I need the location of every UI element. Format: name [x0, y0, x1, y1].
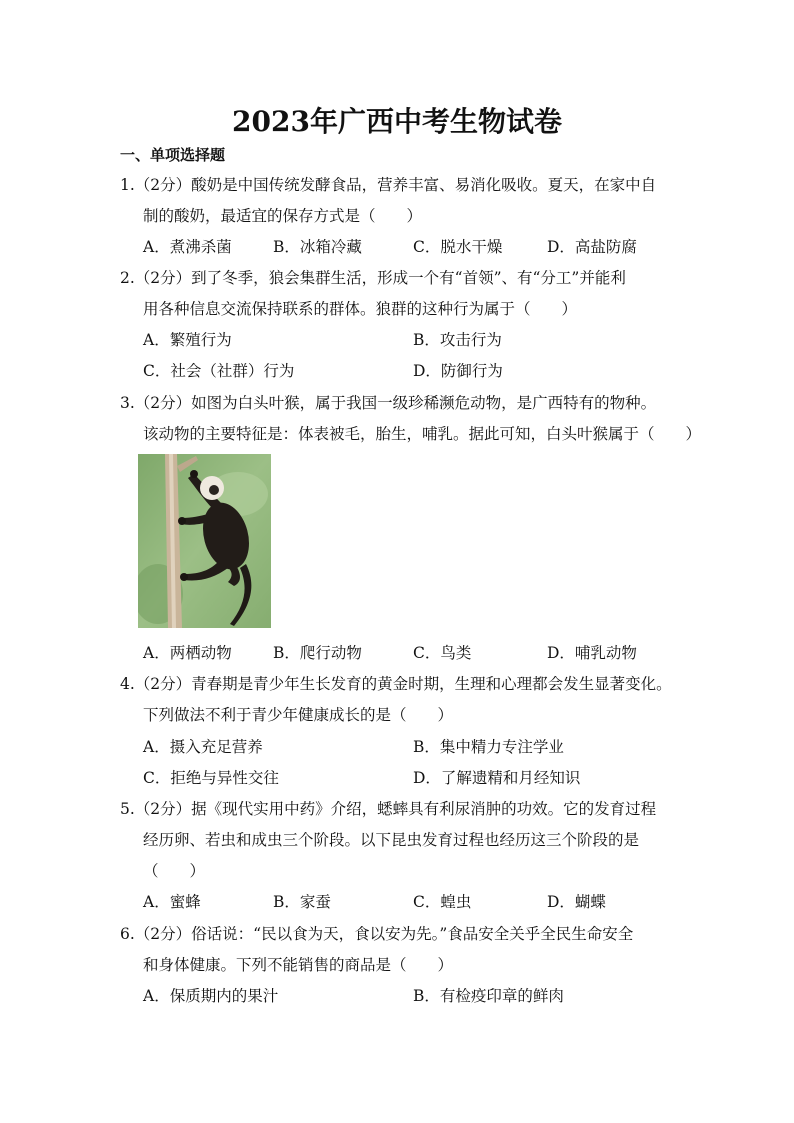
question-1-line-1: 1.（2分）酸奶是中国传统发酵食品，营养丰富、易消化吸收。夏天，在家中自	[120, 176, 657, 194]
question-4-option-a: A．摄入充足营养	[143, 738, 263, 756]
white-headed-langur-photo	[138, 454, 271, 628]
question-2-option-a: A．繁殖行为	[143, 331, 232, 349]
question-6-option-b: B．有检疫印章的鲜肉	[413, 987, 564, 1005]
question-3-option-a: A．两栖动物	[143, 644, 232, 662]
question-6-line-2: 和身体健康。下列不能销售的商品是（ ）	[143, 956, 454, 974]
question-2-option-b: B．攻击行为	[413, 331, 502, 349]
question-1-line-2: 制的酸奶，最适宜的保存方式是（ ）	[143, 207, 423, 225]
question-3-option-d: D．哺乳动物	[547, 644, 637, 662]
question-5-line-3: （ ）	[143, 862, 206, 880]
question-5-option-b: B．家蚕	[273, 893, 331, 911]
question-3-line-2: 该动物的主要特征是：体表被毛，胎生，哺乳。据此可知，白头叶猴属于（ ）	[143, 425, 702, 443]
question-1-option-c: C．脱水干燥	[413, 238, 503, 256]
question-5-line-1: 5.（2分）据《现代实用中药》介绍，蟋蟀具有利尿消肿的功效。它的发育过程	[120, 800, 657, 818]
question-2-option-c: C．社会（社群）行为	[143, 362, 295, 380]
question-1-option-d: D．高盐防腐	[547, 238, 637, 256]
question-2-option-d: D．防御行为	[413, 362, 503, 380]
langur-illustration	[138, 454, 271, 628]
question-4-option-c: C．拒绝与异性交往	[143, 769, 279, 787]
question-6-line-1: 6.（2分）俗话说：“民以食为天，食以安为先。”食品安全关乎全民生命安全	[120, 925, 634, 943]
question-5-option-c: C．蝗虫	[413, 893, 472, 911]
question-4-line-1: 4.（2分）青春期是青少年生长发育的黄金时期，生理和心理都会发生显著变化。	[120, 675, 672, 693]
question-5-line-2: 经历卵、若虫和成虫三个阶段。以下昆虫发育过程也经历这三个阶段的是	[143, 831, 640, 849]
question-3-option-c: C．鸟类	[413, 644, 472, 662]
question-4-option-d: D．了解遗精和月经知识	[413, 769, 581, 787]
question-3-line-1: 3.（2分）如图为白头叶猴，属于我国一级珍稀濒危动物，是广西特有的物种。	[120, 394, 657, 412]
question-2-line-2: 用各种信息交流保持联系的群体。狼群的这种行为属于（ ）	[143, 300, 578, 318]
section-heading: 一、单项选择题	[120, 146, 226, 164]
question-4-option-b: B．集中精力专注学业	[413, 738, 564, 756]
question-6-option-a: A．保质期内的果汁	[143, 987, 279, 1005]
question-5-option-a: A．蜜蜂	[143, 893, 201, 911]
question-3-option-b: B．爬行动物	[273, 644, 362, 662]
question-4-line-2: 下列做法不利于青少年健康成长的是（ ）	[143, 706, 454, 724]
question-1-option-b: B．冰箱冷藏	[273, 238, 362, 256]
question-2-line-1: 2.（2分）到了冬季，狼会集群生活，形成一个有“首领”、有“分工”并能利	[120, 269, 626, 287]
question-5-option-d: D．蝴蝶	[547, 893, 606, 911]
page-title: 2023年广西中考生物试卷	[232, 105, 562, 138]
question-1-option-a: A．煮沸杀菌	[143, 238, 232, 256]
